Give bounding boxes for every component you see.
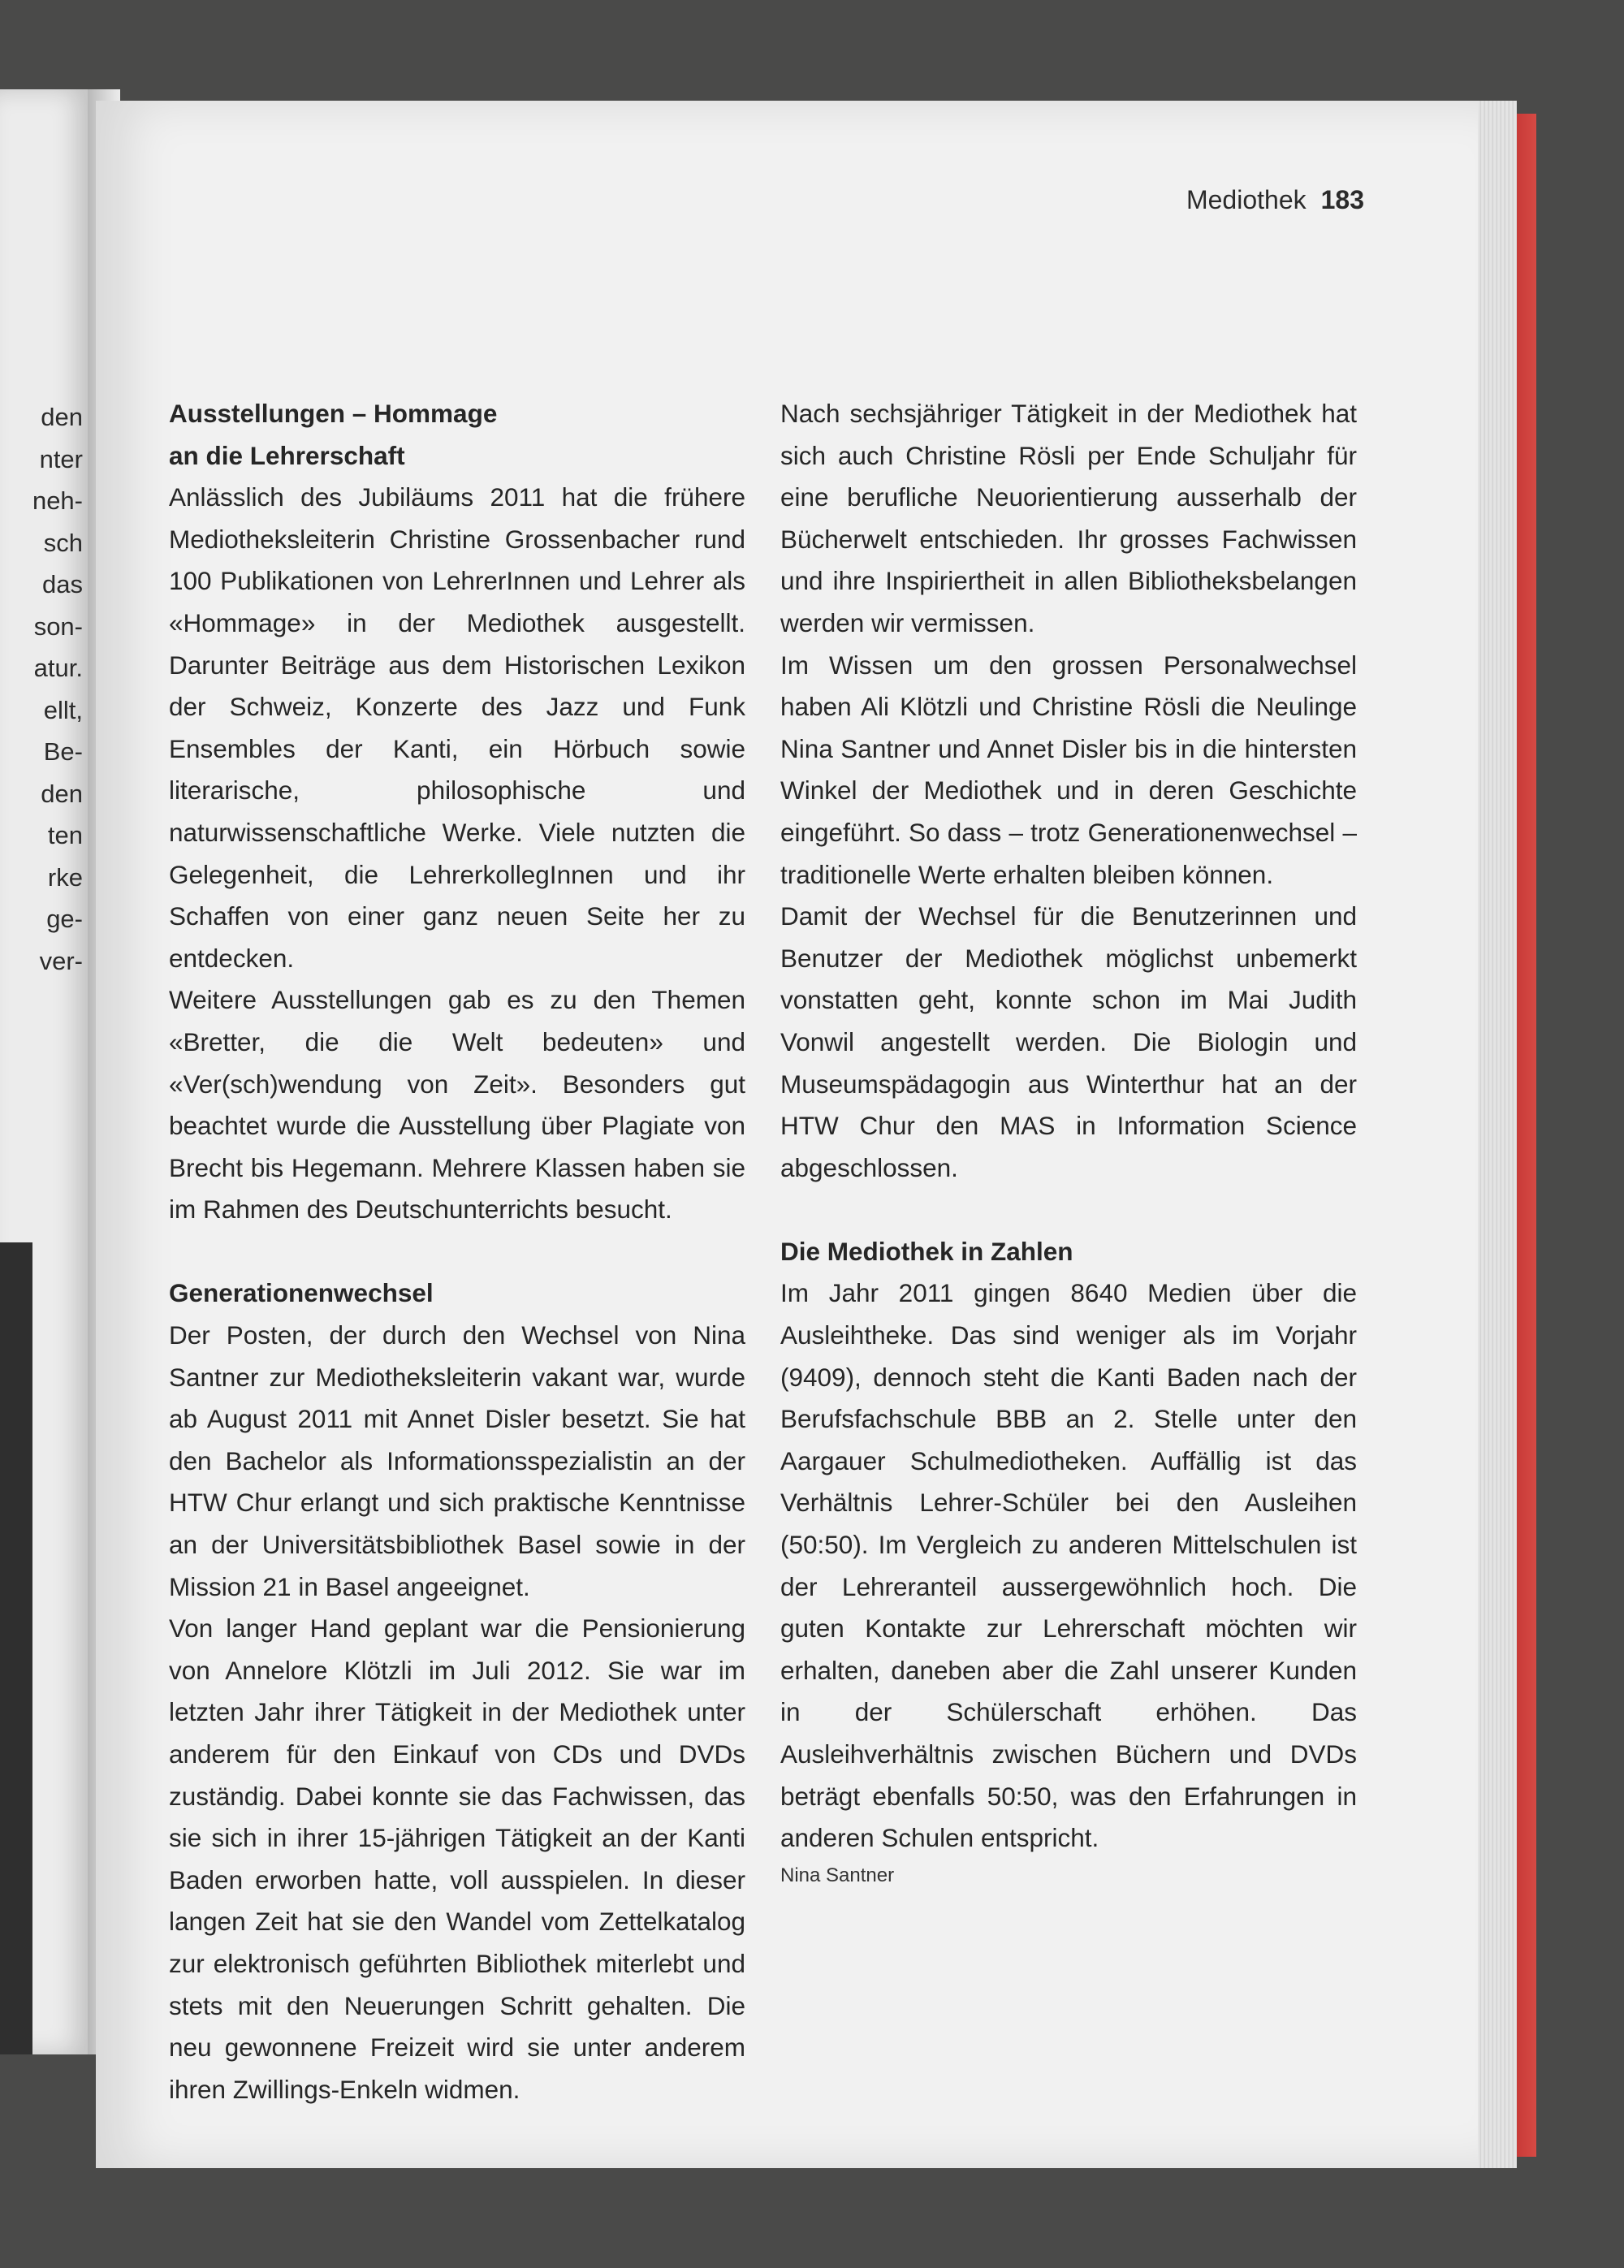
section-spacer bbox=[169, 1231, 745, 1273]
paragraph: Anlässlich des Jubiläums 2011 hat die frühere Mediotheksleiterin Christine Grossenbacher rund 100 Publikationen von LehrerInnen und Lehrer als «Hommage» in der Mediothek ausgestellt. Darunter Beiträge aus dem Historischen Lexikon der Schweiz, Konzerte des Jazz und Funk Ensembles der Kanti, ein Hörbuch sowie literarische, philosophische und naturwissenschaftliche Werke. Viele nutzten die Gelegenheit, die LehrerkollegInnen und ihr Schaffen von einer ganz neuen Seite her zu entdecken. bbox=[169, 482, 745, 973]
left-page-line: das bbox=[42, 570, 83, 598]
section-heading: Generationenwechsel bbox=[169, 1278, 434, 1308]
left-text-column bbox=[169, 393, 745, 2110]
paragraph: Damit der Wechsel für die Benutzerinnen und Benutzer der Mediothek möglichst unbemerkt vonstatten geht, konnte schon im Mai Judith Vonwil angestellt werden. Die Biologin und Museumspädagogin aus Winterthur hat an der HTW Chur den MAS in Information Science abgeschlossen. bbox=[780, 901, 1357, 1182]
running-head-section: Mediothek bbox=[1186, 185, 1307, 214]
page-edge-stack bbox=[1478, 101, 1517, 2168]
author-signature: Nina Santner bbox=[780, 1864, 895, 1886]
paragraph: Im Wissen um den grossen Personalwechsel haben Ali Klötzli und Christine Rösli die Neulinge Nina Santner und Annet Disler bis in die hintersten Winkel der Mediothek und in deren Geschichte eingeführt. So dass – trotz Generationenwechsel – traditionelle Werte erhalten bleiben können. bbox=[780, 650, 1357, 889]
left-page-line: ellt, bbox=[43, 696, 83, 724]
left-page-line: ten bbox=[47, 821, 83, 849]
section-heading: Die Mediothek in Zahlen bbox=[780, 1236, 1073, 1266]
section-heading: Ausstellungen – Hommage an die Lehrerschaft bbox=[169, 399, 498, 470]
left-page-line: Be- bbox=[43, 737, 83, 766]
left-page-line: nter bbox=[39, 445, 83, 473]
page-edge-red-cover bbox=[1517, 114, 1536, 2157]
paragraph: Von langer Hand geplant war die Pensionierung von Annelore Klötzli im Juli 2012. Sie war im letzten Jahr ihrer Tätigkeit in der Mediothek unter anderem für den Einkauf von CDs und DVDs zuständig. Dabei konnte sie das Fachwissen, das sie sich in ihrer 15-jährigen Tätigkeit an der Kanti Baden erworben hatte, voll ausspielen. In dieser langen Zeit hat sie den Wandel vom Zettelkatalog zur elektronisch geführten Bibliothek miterlebt und stets mit den Neuerungen Schritt gehalten. Die neu gewonnene Freizeit wird sie unter anderem ihren Zwillings-Enkeln widmen. bbox=[169, 1614, 745, 2104]
left-page-line: den bbox=[41, 780, 83, 808]
left-page-line: ver- bbox=[39, 947, 83, 975]
left-page-line: den bbox=[41, 403, 83, 431]
paragraph: Nach sechsjähriger Tätigkeit in der Mediothek hat sich auch Christine Rösli per Ende Schuljahr für eine berufliche Neuorientierung ausserhalb der Bücherwelt entschieden. Ihr grosses Fachwissen und ihre Inspiriertheit in allen Bibliotheksbelangen werden wir vermissen. bbox=[780, 399, 1357, 637]
left-page-line: neh- bbox=[32, 486, 83, 515]
left-page-line: rke bbox=[47, 863, 83, 892]
left-page-fragment bbox=[0, 89, 91, 2054]
left-page-line: atur. bbox=[33, 654, 83, 682]
paragraph: Der Posten, der durch den Wechsel von Nina Santner zur Mediotheksleiterin vakant war, wurde ab August 2011 mit Annet Disler besetzt. Sie hat den Bachelor als Informationsspezialistin an der HTW Chur erlangt und sich praktische Kenntnisse an der Universitätsbibliothek Basel sowie in der Mission 21 in Basel angeeignet. bbox=[169, 1320, 745, 1601]
page-number: 183 bbox=[1320, 185, 1364, 214]
section-spacer bbox=[780, 1189, 1357, 1231]
left-page-line: ge- bbox=[46, 905, 83, 933]
right-text-column bbox=[780, 393, 1357, 1892]
running-head bbox=[1015, 185, 1364, 215]
left-page-line: son- bbox=[33, 612, 83, 641]
paragraph: Weitere Ausstellungen gab es zu den Themen «Bretter, die die Welt bedeuten» und «Ver(sch)wendung von Zeit». Besonders gut beachtet wurde die Ausstellung über Plagiate von Brecht bis Hegemann. Mehrere Klassen haben sie im Rahmen des Deutschunterrichts besucht. bbox=[169, 985, 745, 1225]
left-page-line: sch bbox=[43, 529, 83, 557]
paragraph: Im Jahr 2011 gingen 8640 Medien über die Ausleihtheke. Das sind weniger als im Vorjahr (9409), dennoch steht die Kanti Baden nach der Berufsfachschule BBB an 2. Stelle unter den Aargauer Schulmediotheken. Auffällig ist das Verhältnis Lehrer-Schüler bei den Ausleihen (50:50). Im Vergleich zu anderen Mittelschulen ist der Lehreranteil aussergewöhnlich hoch. Die guten Kontakte zur Lehrerschaft möchten wir erhalten, daneben aber die Zahl unserer Kunden in der Schülerschaft erhöhen. Das Ausleihverhältnis zwischen Büchern und DVDs beträgt ebenfalls 50:50, was den Erfahrungen in anderen Schulen entspricht. bbox=[780, 1278, 1357, 1853]
left-page-image-edge bbox=[0, 1242, 32, 2054]
